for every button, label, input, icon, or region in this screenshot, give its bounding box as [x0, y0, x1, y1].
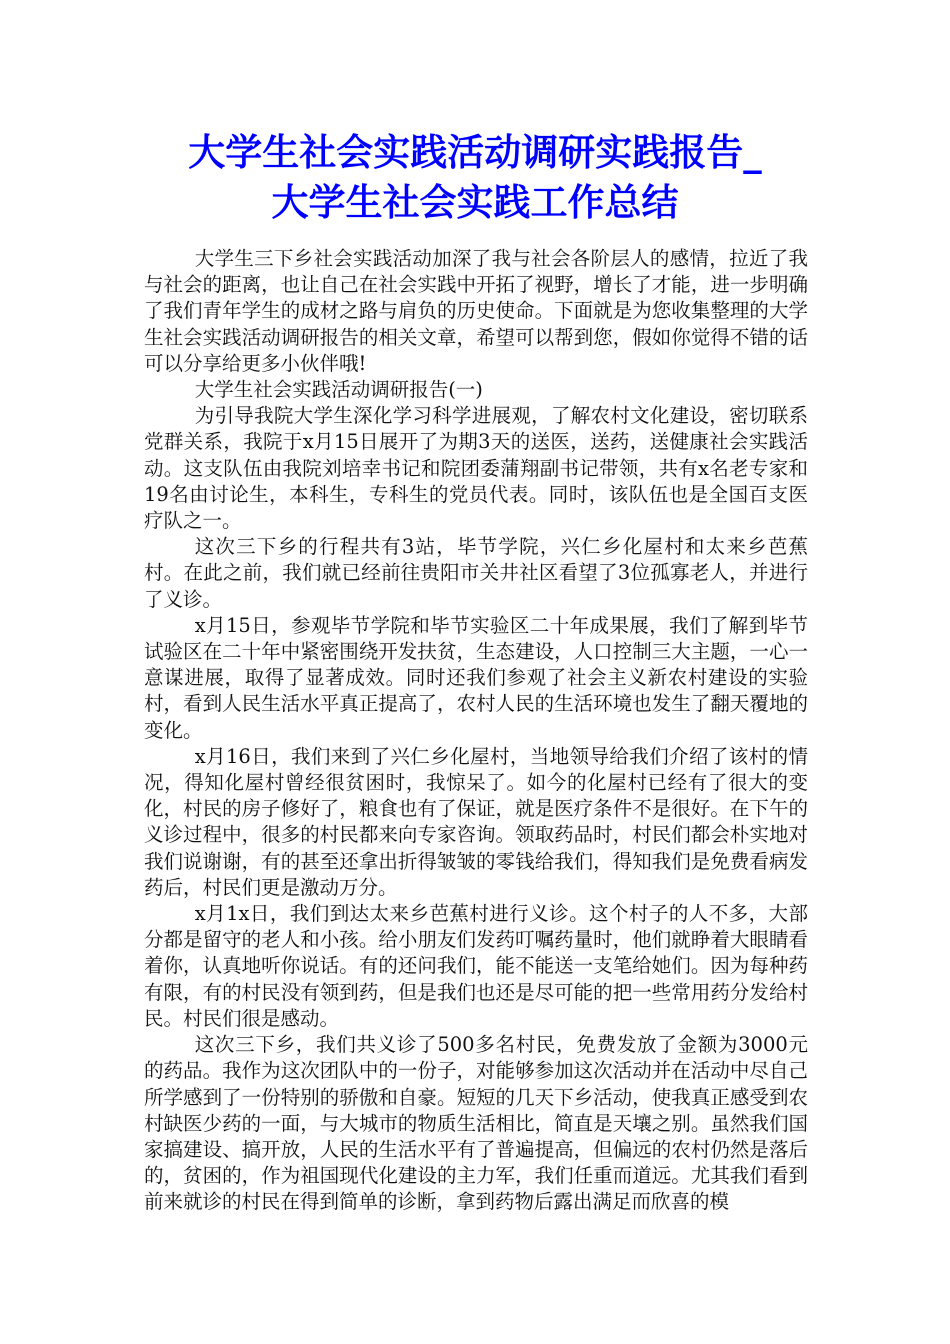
paragraph: 为引导我院大学生深化学习科学进展观，了解农村文化建设，密切联系党群关系，我院于x月15日展开了为期3天的送医，送药，送健康社会实践活动。这支队伍由我院刘培幸书记和院团委蒲翔副书记带领，共有x名老专家和19名由讨论生，本科生，专科生的党员代表。同时，该队伍也是全国百支医疗队之一。	[144, 404, 808, 533]
paragraph: x月16日，我们来到了兴仁乡化屋村，当地领导给我们介绍了该村的情况，得知化屋村曾经很贫困时，我惊呆了。如今的化屋村已经有了很大的变化，村民的房子修好了，粮食也有了保证，就是医疗条件不是很好。在下午的义诊过程中，很多的村民都来向专家咨询。领取药品时，村民们都会朴实地对我们说谢谢，有的甚至还拿出折得皱皱的零钱给我们，得知我们是免费看病发药后，村民们更是激动万分。	[144, 744, 808, 899]
paragraph: 这次三下乡，我们共义诊了500多名村民，免费发放了金额为3000元的药品。我作为这次团队中的一份子，对能够参加这次活动并在活动中尽自己所学感到了一份特别的骄傲和自豪。短短的几天下乡活动，使我真正感受到农村缺医少药的一面，与大城市的物质生活相比，简直是天壤之别。虽然我们国家搞建设、搞开放，人民的生活水平有了普遍提高，但偏远的农村仍然是落后的，贫困的，作为祖国现代化建设的主力军，我们任重而道远。尤其我们看到前来就诊的村民在得到简单的诊断，拿到药物后露出满足而欣喜的模	[144, 1033, 808, 1214]
paragraph: x月15日，参观毕节学院和毕节实验区二十年成果展，我们了解到毕节试验区在二十年中紧密围绕开发扶贫，生态建设，人口控制三大主题，一心一意谋进展，取得了显著成效。同时还我们参观了社会主义新农村建设的实验村，看到人民生活水平真正提高了，农村人民的生活环境也发生了翻天覆地的变化。	[144, 613, 808, 742]
paragraph-intro: 大学生三下乡社会实践活动加深了我与社会各阶层人的感情，拉近了我与社会的距离，也让自己在社会实践中开拓了视野，增长了才能，进一步明确了我们青年学生的成材之路与肩负的历史使命。下面就是为您收集整理的大学生社会实践活动调研报告的相关文章，希望可以帮到您，假如你觉得不错的话可以分享给更多小伙伴哦!	[144, 247, 808, 375]
document-title	[90, 128, 860, 228]
paragraph: 这次三下乡的行程共有3站，毕节学院，兴仁乡化屋村和太来乡芭蕉村。在此之前，我们就已经前往贵阳市关井社区看望了3位孤寡老人，并进行了义诊。	[144, 535, 808, 611]
document-body	[144, 246, 808, 1216]
title-line-1: 大学生社会实践活动调研实践报告_	[188, 131, 762, 174]
section-heading: 大学生社会实践活动调研报告(一)	[194, 378, 483, 402]
paragraph: x月1x日，我们到达太来乡芭蕉村进行义诊。这个村子的人不多，大部分都是留守的老人和小孩。给小朋友们发药叮嘱药量时，他们就睁着大眼睛看着你，认真地听你说话。有的还问我们，能不能送一支笔给她们。因为每种药有限，有的村民没有领到药，但是我们也还是尽可能的把一些常用药分发给村民。村民们很是感动。	[144, 902, 808, 1030]
title-line-2: 大学生社会实践工作总结	[271, 181, 679, 224]
